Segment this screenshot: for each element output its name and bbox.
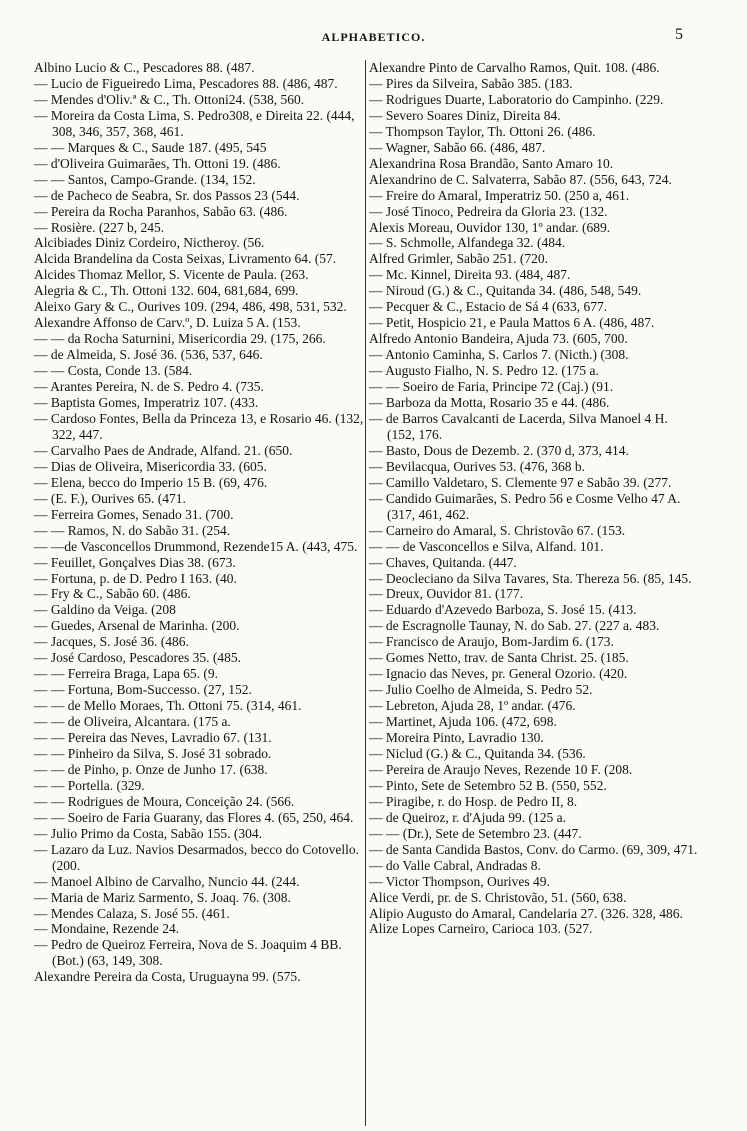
directory-entry: — Rodrigues Duarte, Laboratorio do Campinho. (229. [369,91,664,107]
directory-entry: — Pires da Silveira, Sabão 385. (183. [369,75,573,91]
directory-entry: — Gomes Netto, trav. de Santa Christ. 25. (185. [369,650,629,666]
directory-entry: — Galdino da Veiga. (208 [34,602,176,618]
directory-entry: — Arantes Pereira, N. de S. Pedro 4. (735. [34,379,264,395]
directory-entry: — — de Pinho, p. Onze de Junho 17. (638. [34,761,268,777]
directory-entry: — de Queiroz, r. d'Ajuda 99. (125 a. [369,809,567,825]
page-header [0,26,747,46]
page-title: ALPHABETICO. [321,30,426,44]
directory-entry: — de Almeida, S. José 36. (536, 537, 646. [34,347,263,363]
directory-entry: — Freire do Amaral, Imperatriz 50. (250 a, 461. [369,187,630,203]
directory-entry: — Fortuna, p. de D. Pedro I 163. (40. [34,570,237,586]
page-number: 5 [675,26,683,43]
directory-entry: — Rosière. (227 b, 245. [34,219,165,235]
directory-entry: — — da Rocha Saturnini, Misericordia 29. (175, 266. [34,331,326,347]
directory-entry: — Dreux, Ouvidor 81. (177. [369,586,524,602]
directory-entry: Alexandre Affonso de Carv.º, D. Luiza 5 A. (153. [34,315,301,331]
directory-entry: Alfred Grimler, Sabão 251. (720. [369,251,549,267]
directory-entry: Alcibiades Diniz Cordeiro, Nictheroy. (56. [34,235,265,251]
directory-entry: — — Costa, Conde 13. (584. [34,363,193,379]
directory-entry: Albino Lucio & C., Pescadores 88. (487. [34,60,255,75]
directory-entry: — Guedes, Arsenal de Marinha. (200. [34,618,240,634]
column-divider [365,60,366,1126]
directory-entry: Alipio Augusto do Amaral, Candelaria 27. (326. 328, 486. [369,905,683,921]
directory-entry: — — Marques & C., Saude 187. (495, 545 [34,139,267,155]
directory-entry: — Julio Primo da Costa, Sabão 155. (304. [34,825,262,841]
directory-entry: — Severo Soares Diniz, Direita 84. [369,107,561,123]
directory-entry: — Elena, becco do Imperio 15 B. (69, 476. [34,474,268,490]
directory-entry: — Piragibe, r. do Hosp. de Pedro II, 8. [369,793,578,809]
directory-entry: — Barboza da Motta, Rosario 35 e 44. (486. [369,395,610,411]
directory-entry: — Lebreton, Ajuda 28, 1º andar. (476. [369,698,576,714]
directory-entry: — do Valle Cabral, Andradas 8. [369,857,541,873]
directory-entry: — S. Schmolle, Alfandega 32. (484. [369,235,566,251]
directory-entry: — Feuillet, Gonçalves Dias 38. (673. [34,554,236,570]
directory-entry: — Mendes Calaza, S. José 55. (461. [34,905,230,921]
directory-entry: — Wagner, Sabão 66. (486, 487. [369,139,546,155]
directory-entry: — —de Vasconcellos Drummond, Rezende15 A. (443, 475. [34,538,358,554]
directory-entry: — Mendes d'Oliv.ª & C., Th. Ottoni24. (538, 560. [34,91,305,107]
directory-entry: — Maria de Mariz Sarmento, S. Joaq. 76. (308. [34,889,291,905]
directory-entry: — — Santos, Campo-Grande. (134, 152. [34,171,256,187]
directory-entry: — (E. F.), Ourives 65. (471. [34,490,186,506]
directory-entry: — Niroud (G.) & C., Quitanda 34. (486, 548, 549. [369,283,642,299]
directory-entry: Alice Verdi, pr. de S. Christovão, 51. (560, 638. [369,889,627,905]
directory-entry: — Lazaro da Luz. Navios Desarmados, becco do Cotovello. (200. [34,841,360,873]
directory-entry: — Fry & C., Sabão 60. (486. [34,586,191,602]
directory-entry: — Manoel Albino de Carvalho, Nuncio 44. (244. [34,873,300,889]
directory-entry: — de Barros Cavalcanti de Lacerda, Silva Manoel 4 H. (152, 176. [369,410,668,442]
directory-entry: — Camillo Valdetaro, S. Clemente 97 e Sabão 39. (277. [369,474,672,490]
directory-entry: — Ferreira Gomes, Senado 31. (700. [34,506,234,522]
directory-entry: Alexandrina Rosa Brandão, Santo Amaro 10. [369,155,614,171]
directory-entry: — — Fortuna, Bom-Successo. (27, 152. [34,682,252,698]
directory-entry: Alexandre Pereira da Costa, Uruguayna 99. (575. [34,969,301,985]
directory-entry: — Jacques, S. José 36. (486. [34,634,189,650]
directory-entry: — — de Mello Moraes, Th. Ottoni 75. (314, 461. [34,698,302,714]
directory-entry: — — de Oliveira, Alcantara. (175 a. [34,714,231,730]
directory-entry: — Carneiro do Amaral, S. Christovão 67. (153. [369,522,626,538]
directory-entry: — Candido Guimarães, S. Pedro 56 e Cosme Velho 47 A. (317, 461, 462. [369,490,681,522]
directory-entry: — — Soeiro de Faria, Principe 72 (Caj.) (91. [369,379,614,395]
directory-entry: — — Ramos, N. do Sabão 31. (254. [34,522,231,538]
directory-entry: — Pereira de Araujo Neves, Rezende 10 F. (208. [369,761,633,777]
right-column [369,60,699,1126]
directory-entry: — Petit, Hospicio 21, e Paula Mattos 6 A. (486, 487. [369,315,655,331]
directory-entry: — Chaves, Quitanda. (447. [369,554,517,570]
directory-entry: — — (Dr.), Sete de Setembro 23. (447. [369,825,582,841]
directory-entry: — Mc. Kinnel, Direita 93. (484, 487. [369,267,571,283]
directory-entry: Alexis Moreau, Ouvidor 130, 1º andar. (689. [369,219,611,235]
directory-entry: — Bevilacqua, Ourives 53. (476, 368 b. [369,458,585,474]
directory-entry: — Thompson Taylor, Th. Ottoni 26. (486. [369,123,596,139]
directory-entry: — Deocleciano da Silva Tavares, Sta. Thereza 56. (85, 145. [369,570,692,586]
directory-entry: Alize Lopes Carneiro, Carioca 103. (527. [369,921,593,937]
directory-entry: — Moreira da Costa Lima, S. Pedro308, e Direita 22. (444, 308, 346, 357, 368, 461. [34,107,355,139]
directory-entry: — d'Oliveira Guimarães, Th. Ottoni 19. (486. [34,155,281,171]
directory-entry: — José Tinoco, Pedreira da Gloria 23. (132. [369,203,608,219]
directory-entry: — — Rodrigues de Moura, Conceição 24. (566. [34,793,295,809]
directory-entry: — Niclud (G.) & C., Quitanda 34. (536. [369,745,586,761]
directory-entry: — — Ferreira Braga, Lapa 65. (9. [34,666,219,682]
directory-entry: — Eduardo d'Azevedo Barboza, S. José 15. (413. [369,602,637,618]
directory-entry: Alcida Brandelina da Costa Seixas, Livramento 64. (57. [34,251,337,267]
directory-entry: — Basto, Dous de Dezemb. 2. (370 d, 373, 414. [369,442,629,458]
directory-entry: — Moreira Pinto, Lavradio 130. [369,730,544,746]
directory-entry: — Carvalho Paes de Andrade, Alfand. 21. (650. [34,442,293,458]
directory-entry: — Pecquer & C., Estacio de Sá 4 (633, 677. [369,299,608,315]
directory-entry: — Pinto, Sete de Setembro 52 B. (550, 552. [369,777,607,793]
directory-entry: — Baptista Gomes, Imperatriz 107. (433. [34,395,259,411]
directory-entry: — — de Vasconcellos e Silva, Alfand. 101. [369,538,604,554]
directory-entry: — Victor Thompson, Ourives 49. [369,873,550,889]
directory-entry: — Augusto Fialho, N. S. Pedro 12. (175 a. [369,363,599,379]
directory-entry: — de Escragnolle Taunay, N. do Sab. 27. (227 a. 483. [369,618,660,634]
directory-entry: Alegria & C., Th. Ottoni 132. 604, 681,684, 699. [34,283,299,299]
directory-entry: Alexandrino de C. Salvaterra, Sabão 87. (556, 643, 724. [369,171,672,187]
directory-entry: — Dias de Oliveira, Misericordia 33. (605. [34,458,267,474]
directory-entry: — — Pereira das Neves, Lavradio 67. (131. [34,730,272,746]
directory-entry: — José Cardoso, Pescadores 35. (485. [34,650,241,666]
directory-entry: — de Santa Candida Bastos, Conv. do Carmo. (69, 309, 471. [369,841,698,857]
directory-entry: Alexandre Pinto de Carvalho Ramos, Quit. 108. (486. [369,60,660,75]
directory-entry: — — Pinheiro da Silva, S. José 31 sobrado. [34,745,272,761]
left-column [34,60,364,1126]
directory-entry: — Antonio Caminha, S. Carlos 7. (Nicth.) (308. [369,347,629,363]
directory-entry: — — Portella. (329. [34,777,145,793]
directory-entry: — Ignacio das Neves, pr. General Ozorio. (420. [369,666,628,682]
directory-entry: Alcides Thomaz Mellor, S. Vicente de Paula. (263. [34,267,309,283]
directory-entry: Alfredo Antonio Bandeira, Ajuda 73. (605, 700. [369,331,628,347]
directory-entry: Aleixo Gary & C., Ourives 109. (294, 486, 498, 531, 532. [34,299,347,315]
directory-entry: — — Soeiro de Faria Guarany, das Flores 4. (65, 250, 464. [34,809,354,825]
directory-entry: — Martinet, Ajuda 106. (472, 698. [369,714,557,730]
directory-entry: — Pereira da Rocha Paranhos, Sabão 63. (486. [34,203,288,219]
directory-entry: — Cardoso Fontes, Bella da Princeza 13, e Rosario 46. (132, 322, 447. [34,410,364,442]
directory-entry: — Francisco de Araujo, Bom-Jardim 6. (173. [369,634,614,650]
directory-entry: — Lucio de Figueiredo Lima, Pescadores 88. (486, 487. [34,75,338,91]
directory-entry: — de Pacheco de Seabra, Sr. dos Passos 23 (544. [34,187,300,203]
directory-entry: — Mondaine, Rezende 24. [34,921,180,937]
directory-entry: — Julio Coelho de Almeida, S. Pedro 52. [369,682,593,698]
directory-entry: — Pedro de Queiroz Ferreira, Nova de S. Joaquim 4 BB. (Bot.) (63, 149, 308. [34,937,342,969]
